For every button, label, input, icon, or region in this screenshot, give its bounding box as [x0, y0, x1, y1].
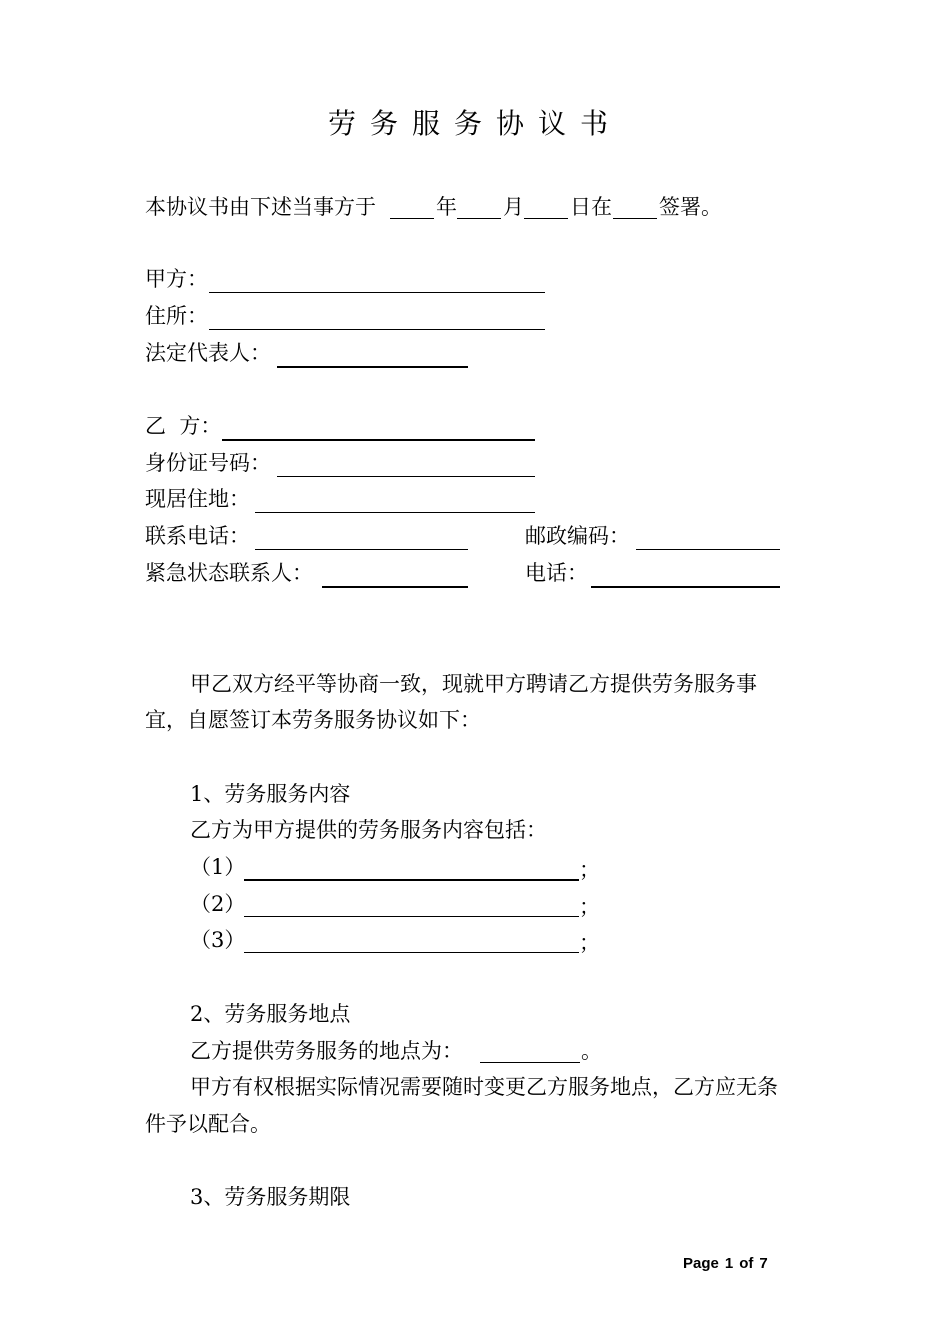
party-a-legal-rep-blank — [277, 366, 468, 368]
document-title: 劳务服务协议书 — [327, 107, 622, 140]
party-b-label: 乙 方： — [145, 414, 222, 438]
section-1-item-3-blank — [244, 952, 579, 953]
day-blank — [524, 218, 568, 219]
section-1-heading: 1、劳务服务内容 — [190, 782, 351, 806]
section-1-item-2-blank — [244, 916, 579, 917]
signing-year: 年 — [436, 195, 457, 219]
section-2-text: 乙方提供劳务服务的地点为： — [190, 1039, 463, 1063]
party-b-emergency-phone-blank — [591, 586, 780, 588]
footer-of-word: of — [739, 1255, 754, 1272]
party-b-emergency-blank — [322, 586, 468, 588]
footer-page-number: 1 — [724, 1255, 734, 1272]
section-2-heading: 2、劳务服务地点 — [190, 1002, 351, 1026]
signing-day-at: 日在 — [570, 195, 612, 219]
section-1-item-1-label: （1） — [190, 855, 246, 879]
party-b-emergency-phone-label: 电话： — [525, 561, 588, 585]
section-2-location-blank — [480, 1062, 580, 1063]
party-a-legal-rep-label: 法定代表人： — [145, 341, 271, 365]
signing-suffix: 签署。 — [659, 195, 722, 219]
party-a-address-blank — [209, 329, 545, 330]
page-footer — [683, 1254, 774, 1274]
intro-line-1: 甲乙双方经平等协商一致，现就甲方聘请乙方提供劳务服务事 — [190, 672, 757, 696]
section-1-item-1-blank — [244, 879, 579, 881]
section-1-item-3-label: （3） — [190, 928, 246, 952]
section-1-item-1-end: ； — [579, 858, 600, 882]
section-1-item-3-end: ； — [579, 931, 600, 955]
party-b-residence-label: 现居住地： — [145, 487, 250, 511]
year-blank — [390, 218, 434, 219]
intro-line-2: 宜，自愿签订本劳务服务协议如下： — [145, 708, 481, 732]
signing-month: 月 — [503, 195, 524, 219]
section-2-text-end: 。 — [581, 1039, 602, 1063]
party-b-residence-blank — [255, 512, 535, 513]
section-2-para-line-1: 甲方有权根据实际情况需要随时变更乙方服务地点，乙方应无条 — [190, 1075, 778, 1099]
month-blank — [457, 218, 501, 219]
signing-prefix: 本协议书由下述当事方于 — [145, 195, 376, 219]
party-b-postcode-blank — [636, 549, 780, 550]
section-1-text: 乙方为甲方提供的劳务服务内容包括： — [190, 818, 547, 842]
party-b-blank — [222, 439, 535, 441]
party-b-id-blank — [277, 476, 535, 477]
party-b-phone-label: 联系电话： — [145, 524, 250, 548]
section-1-item-2-end: ； — [579, 895, 600, 919]
party-b-emergency-label: 紧急状态联系人： — [145, 561, 313, 585]
place-blank — [613, 218, 657, 219]
section-3-heading: 3、劳务服务期限 — [190, 1185, 351, 1209]
party-b-postcode-label: 邮政编码： — [525, 524, 630, 548]
party-b-phone-blank — [255, 549, 468, 550]
section-2-para-line-2: 件予以配合。 — [145, 1112, 271, 1136]
party-a-label: 甲方： — [145, 267, 208, 291]
party-b-id-label: 身份证号码： — [145, 451, 271, 475]
party-a-address-label: 住所： — [145, 304, 208, 328]
footer-page-word: Page — [683, 1255, 719, 1272]
section-1-item-2-label: （2） — [190, 892, 246, 916]
footer-total-pages: 7 — [759, 1255, 768, 1272]
party-a-blank — [209, 292, 545, 293]
